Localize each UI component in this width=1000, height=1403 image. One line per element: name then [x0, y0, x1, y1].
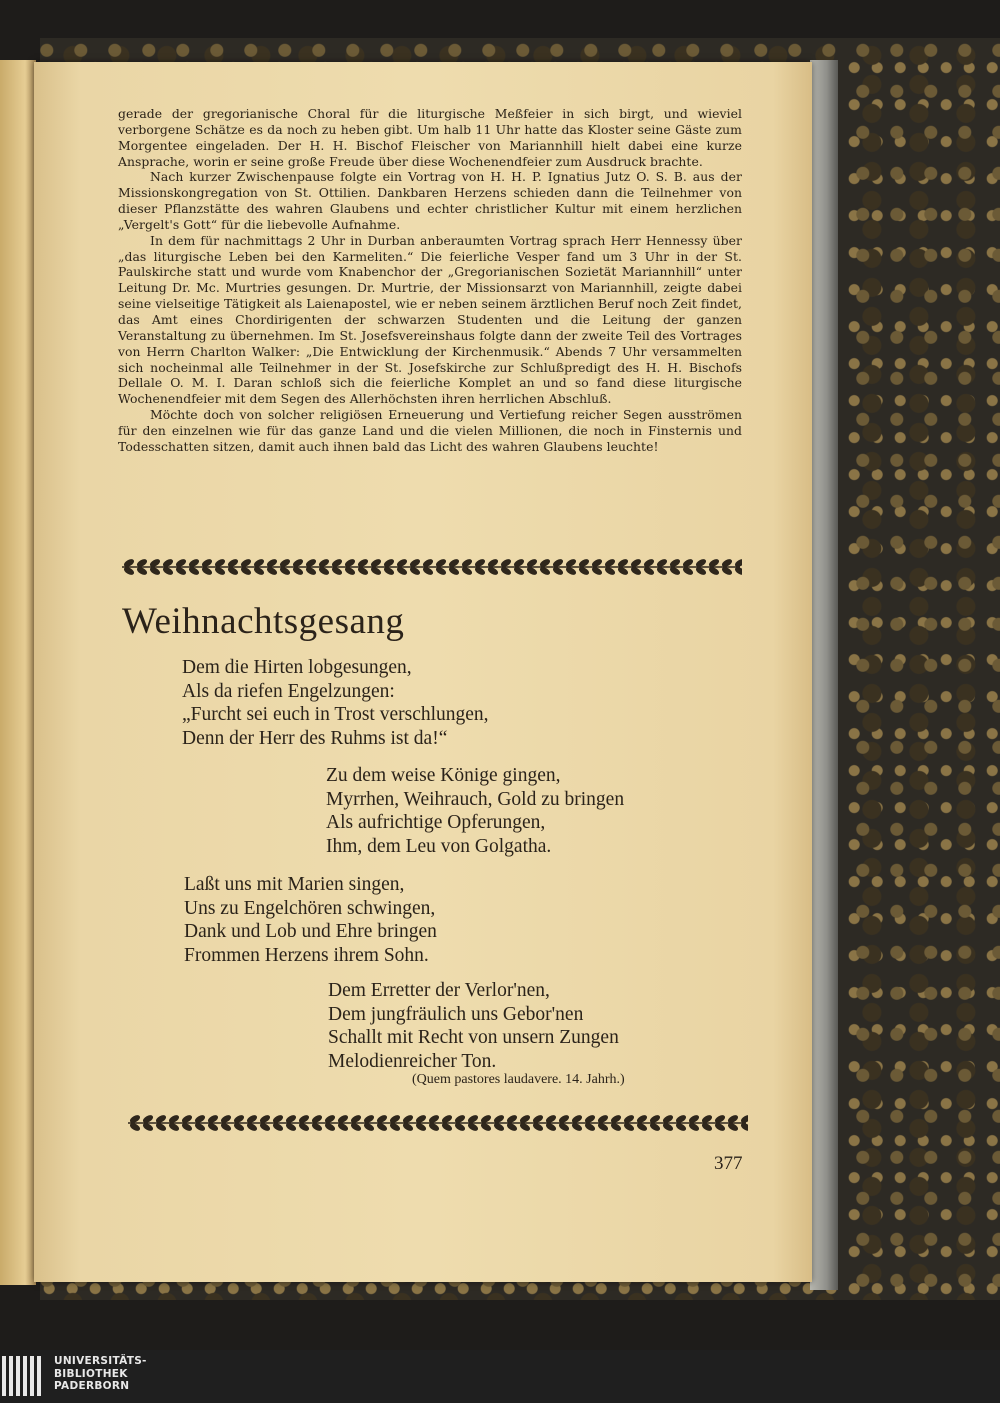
- page-number: 377: [714, 1153, 743, 1174]
- library-logo-icon: [2, 1356, 46, 1396]
- library-name-line: PADERBORN: [54, 1380, 130, 1392]
- poem-line: Melodienreicher Ton.: [328, 1050, 497, 1072]
- leaf-ornament-divider: [126, 1112, 748, 1134]
- poem-line: Als da riefen Engelzungen:: [182, 680, 395, 702]
- library-name-line: BIBLIOTHEK: [54, 1367, 128, 1380]
- article-text: [118, 106, 742, 455]
- paragraph: Nach kurzer Zwischenpause folgte ein Vortrag von H. H. P. Ignatius Jutz O. S. B. aus der Missionskongregation von St. Ottilien. Dankbaren Herzens schieden dann die Teilnehmer von dieser Pflanzstätte des wahren Glaubens und echter christlicher Kultur mit einem herzlichen „Vergelt's Gott“ für die liebevolle Aufnahme.: [118, 169, 742, 232]
- poem-line: Frommen Herzens ihrem Sohn.: [184, 944, 429, 966]
- poem-line: Dank und Lob und Ehre bringen: [184, 921, 437, 943]
- poem-line: Zu dem weise Könige gingen,: [326, 765, 561, 786]
- poem-line: Schallt mit Recht von unsern Zungen: [328, 1027, 619, 1049]
- page-block-edge: [810, 60, 838, 1290]
- poem-source-note: (Quem pastores laudavere. 14. Jahrh.): [412, 1072, 625, 1087]
- library-name: [54, 1355, 147, 1393]
- poem-line: Ihm, dem Leu von Golgatha.: [326, 835, 552, 857]
- paragraph: gerade der gregorianische Choral für die liturgische Meßfeier in sich birgt, und wieviel verborgene Schätze es da noch zu heben gibt. Um halb 11 Uhr hatte das Kloster seine Gäste zum Morgentee eingeladen. Der H. H. Bischof Fleischer von Mariannhill hielt dabei eine kurze Ansprache, worin er seine große Freude über diese Wochenendfeier zum Ausdruck brachte.: [118, 106, 742, 169]
- poem-line: Denn der Herr des Ruhms ist da!“: [182, 727, 448, 749]
- poem-line: „Furcht sei euch in Trost verschlungen,: [182, 704, 489, 726]
- poem-line: Myrrhen, Weihrauch, Gold zu bringen: [326, 788, 625, 810]
- paragraph: In dem für nachmittags 2 Uhr in Durban anberaumten Vortrag sprach Herr Hennessy über „das liturgische Leben bei den Karmeliten.“ Die feierliche Vesper fand um 3 Uhr in der St. Paulskirche statt und wurde vom Knabenchor der „Gregorianischen Sozietät Mariannhill“ unter Leitung Dr. Mc. Murtries gesungen. Dr. Murtrie, der Missionsarzt von Mariannhill, zeigte dabei seine vielseitige Tätigkeit als Laienapostel, wie er neben seinem ärztlichen Beruf noch Zeit findet, das Amt eines Chordirigenten der schwarzen Studenten und die Leitung der ganzen Veranstaltung zu übernehmen. Im St. Josefsvereinshaus folgte dann der zweite Teil des Vortrages von Herrn Charlton Walker: „Die Entwicklung der Kirchenmusik.“ Abends 7 Uhr versammelten sich nocheinmal alle Teilnehmer in der St. Josefskirche zur Schlußpredigt des H. H. Bischofs Dellale O. M. I. Daran schloß sich die feierliche Komplet an und so fand diese liturgische Wochenendfeier mit dem Segen des Allerhöchsten ihren herrlichen Abschluß.: [118, 232, 742, 407]
- facing-page-edge: [0, 60, 36, 1285]
- poem-stanza: [182, 656, 489, 750]
- poem-title: Weihnachtsgesang: [122, 601, 405, 642]
- paragraph: Möchte doch von solcher religiösen Erneuerung und Vertiefung reicher Segen ausströmen für den einzelnen wie für das ganze Land und die vielen Millionen, die noch in Finsternis und Todesschatten sitzen, damit auch ihnen bald das Licht des wahren Glaubens leuchte!: [118, 407, 742, 454]
- poem-stanza: [328, 979, 619, 1073]
- library-name-line: UNIVERSITÄTS-: [54, 1355, 147, 1367]
- poem-stanza: [326, 764, 624, 858]
- poem-line: Als aufrichtige Opferungen,: [326, 812, 546, 834]
- book-page: [34, 62, 812, 1282]
- poem-line: Laßt uns mit Marien singen,: [184, 874, 405, 895]
- poem-stanza: [184, 873, 437, 967]
- poem-line: Dem Erretter der Verlor'nen,: [328, 980, 550, 1001]
- poem-line: Dem die Hirten lobgesungen,: [182, 657, 412, 678]
- library-footer: [0, 1350, 1000, 1403]
- leaf-ornament-divider: [120, 556, 742, 578]
- poem-line: Dem jungfräulich uns Gebor'nen: [328, 1003, 584, 1025]
- poem-line: Uns zu Engelchören schwingen,: [184, 897, 436, 919]
